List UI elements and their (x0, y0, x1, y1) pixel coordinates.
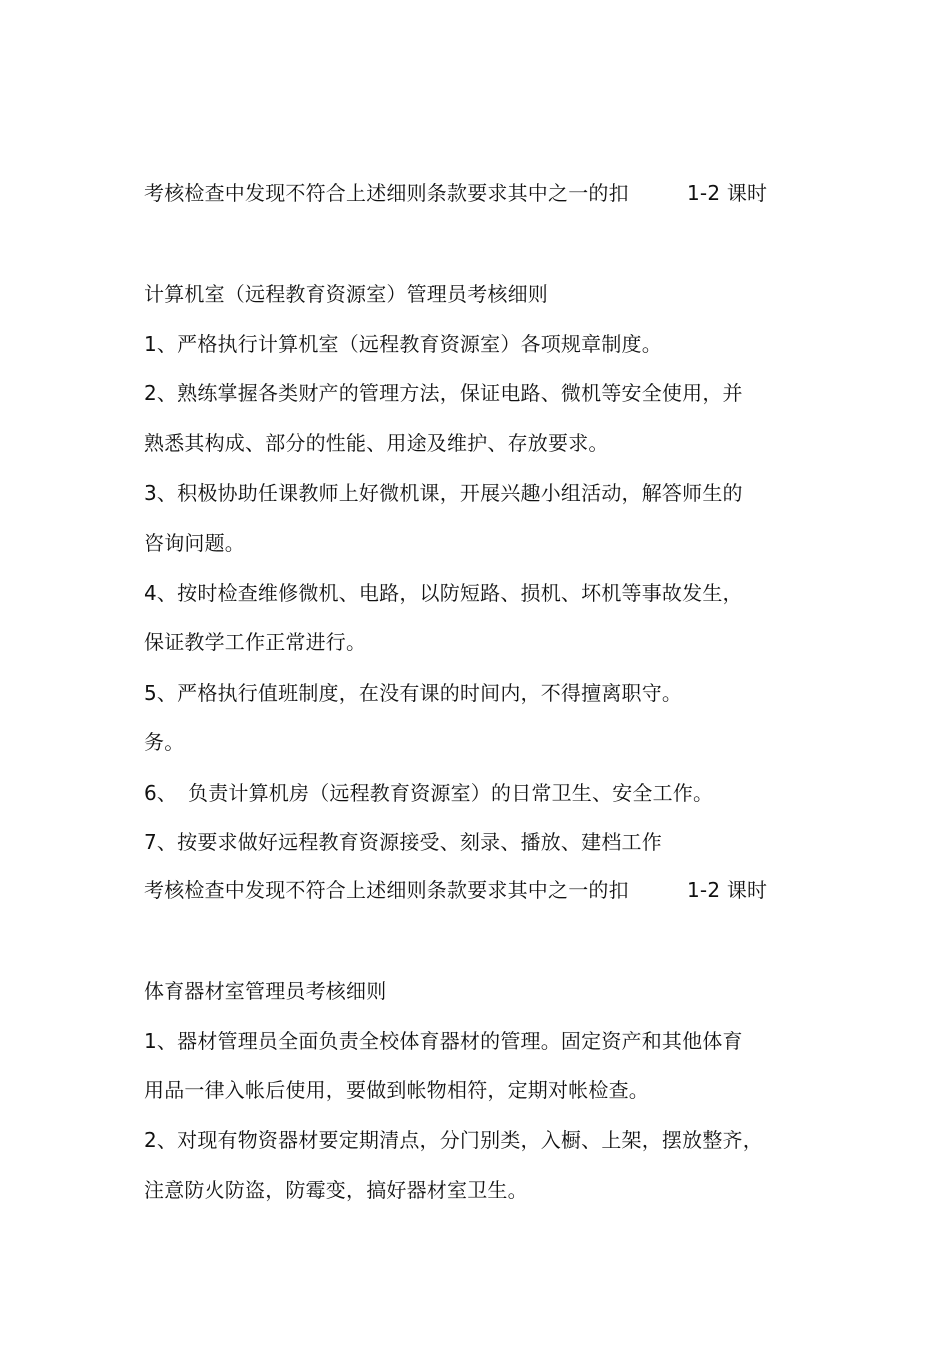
rule-item-continued: 熟悉其构成、部分的性能、用途及维护、存放要求。 (144, 431, 609, 455)
rule-item: 2、熟练掌握各类财产的管理方法，保证电路、微机等安全使用，并 (144, 381, 743, 405)
section-title-computer-room: 计算机室（远程教育资源室）管理员考核细则 (144, 282, 548, 306)
rule-item-continued: 注意防火防盗，防霉变，搞好器材室卫生。 (144, 1178, 528, 1202)
deduction-text: 考核检查中发现不符合上述细则条款要求其中之一的扣 (144, 878, 629, 902)
deduction-text: 考核检查中发现不符合上述细则条款要求其中之一的扣 (144, 181, 629, 205)
rule-item: 2、对现有物资器材要定期清点，分门别类，入橱、上架，摆放整齐， (144, 1128, 763, 1152)
rule-item: 1、器材管理员全面负责全校体育器材的管理。固定资产和其他体育 (144, 1029, 743, 1053)
rule-item-continued: 用品一律入帐后使用，要做到帐物相符，定期对帐检查。 (144, 1078, 649, 1102)
rule-item: 7、按要求做好远程教育资源接受、刻录、播放、建档工作 (144, 830, 662, 854)
rule-item-number: 6、 (144, 781, 178, 805)
section-title-sports-room: 体育器材室管理员考核细则 (144, 979, 387, 1003)
rule-item: 3、积极协助任课教师上好微机课，开展兴趣小组活动，解答师生的 (144, 481, 743, 505)
rule-item-continued: 咨询问题。 (144, 531, 245, 555)
rule-item: 5、严格执行值班制度，在没有课的时间内，不得擅离职守。 (144, 681, 683, 705)
rule-item-text: 负责计算机房（远程教育资源室）的日常卫生、安全工作。 (188, 781, 714, 805)
rule-item-continued: 务。 (144, 730, 185, 754)
rule-item: 4、按时检查维修微机、电路，以防短路、损机、坏机等事故发生， (144, 581, 743, 605)
deduction-hours: 1-2 课时 (687, 878, 768, 902)
rule-item (144, 780, 713, 806)
rule-item: 1、严格执行计算机室（远程教育资源室）各项规章制度。 (144, 332, 662, 356)
deduction-hours: 1-2 课时 (687, 181, 768, 205)
rule-item-continued: 保证教学工作正常进行。 (144, 630, 367, 654)
